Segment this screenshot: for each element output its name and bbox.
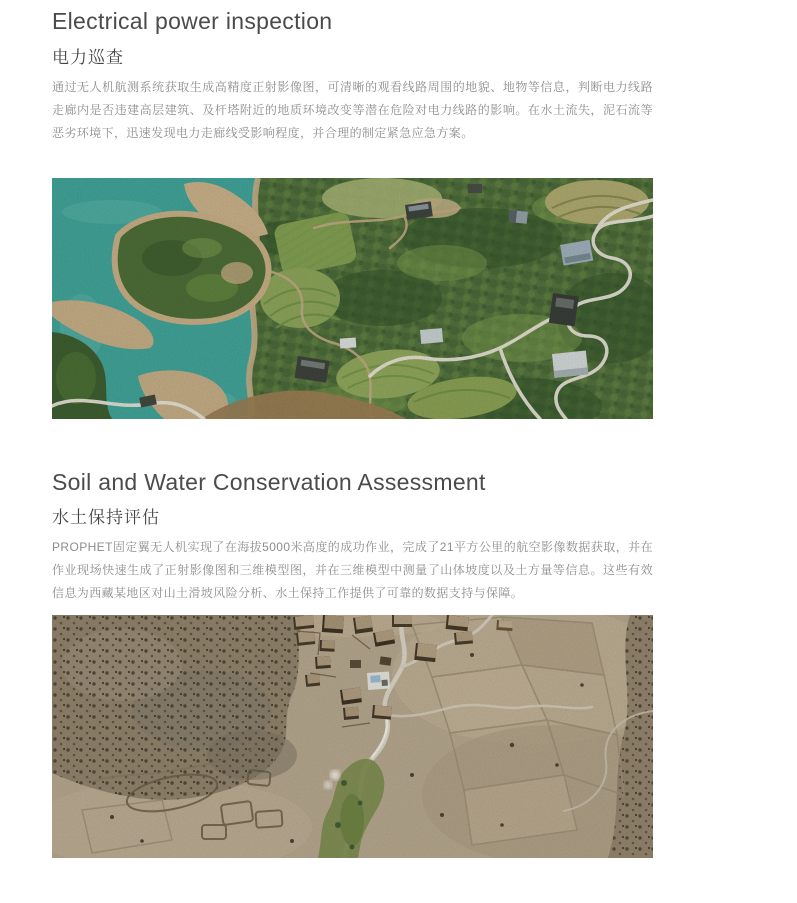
section1-title-en: Electrical power inspection: [52, 8, 333, 34]
section1-paragraph: 通过无人机航测系统获取生成高精度正射影像图，可清晰的观看线路周围的地貌、地物等信息，判断电力线路走廊内是否违建高层建筑、及杆塔附近的地质环境改变等潜在危险对电力线路的影响。在水土流失，泥石流等恶劣环境下，迅速发现电力走廊线受影响程度，并合理的制定紧急应急方案。: [52, 80, 653, 140]
section2-paragraph: PROPHET固定翼无人机实现了在海拔5000米高度的成功作业，完成了21平方公里的航空影像数据获取，并在作业现场快速生成了正射影像图和三维模型图，并在三维模型中测量了山体坡度以及土方量等信息。这些有效信息为西藏某地区对山土滑坡风险分析、水土保持工作提供了可靠的数据支持与保障。: [52, 540, 653, 600]
section2-title-en: Soil and Water Conservation Assessment: [52, 469, 486, 495]
aerial-photo-lake-hills: [52, 178, 653, 419]
aerial-photo-arid-village: [52, 615, 653, 858]
section1-title-zh: 电力巡查: [52, 48, 124, 67]
aerial-photo-soil-water: [52, 615, 653, 858]
aerial-photo-power-inspection: [52, 178, 653, 419]
section2-title-zh: 水土保持评估: [52, 508, 160, 527]
